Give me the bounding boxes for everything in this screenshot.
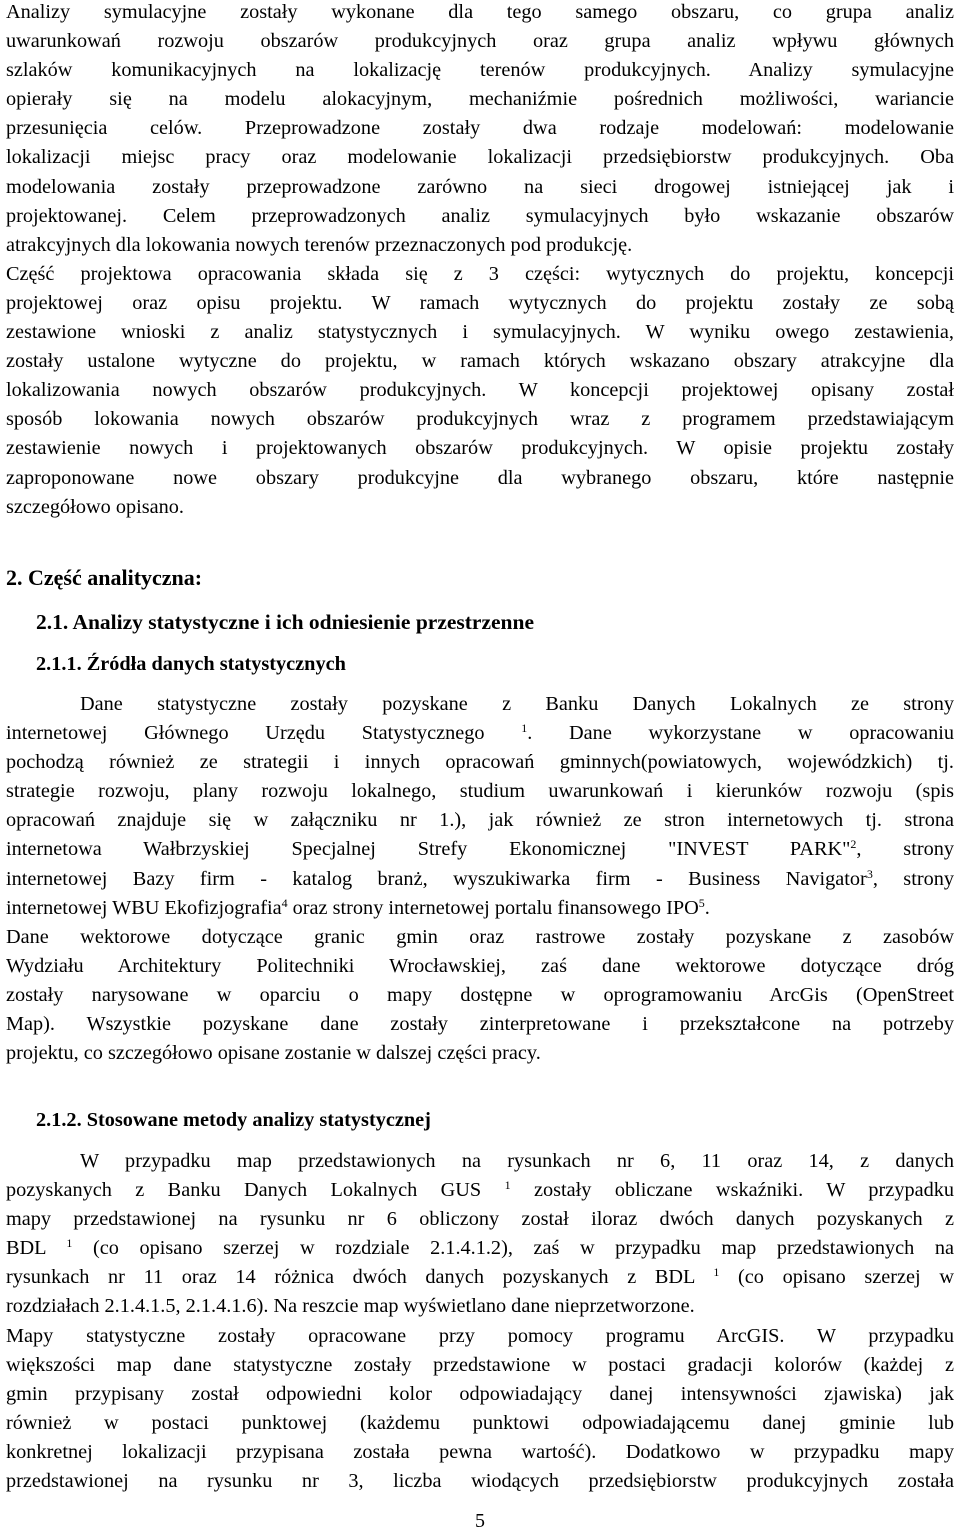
text-line: sposób lokowania nowych obszarów produkcyjnych wraz z programem przedstawiającym	[6, 408, 954, 431]
text-segment: BDL	[6, 1237, 46, 1260]
text-line: projektu, co szczegółowo opisane zostanie w dalszej części pracy.	[6, 1042, 541, 1065]
text-line: Wydziału Architektury Politechniki Wrocławskiej, zaś dane wektorowe dotyczące dróg	[6, 954, 954, 977]
page-number: 5	[475, 1510, 485, 1532]
text-line: strategie rozwoju, plany rozwoju lokalnego, studium uwarunkowań i kierunków rozwoju (spis	[6, 780, 954, 803]
text-line: projektowej oraz opisu projektu. W ramach wytycznych do projektu zostały ze sobą	[6, 291, 954, 314]
footnote-ref: 4	[281, 895, 288, 910]
text-segment: (co opisano szerzej w	[719, 1266, 954, 1289]
text-line: Dane statystyczne zostały pozyskane z Banku Danych Lokalnych ze strony	[80, 693, 954, 715]
text-line	[6, 1263, 954, 1292]
text-line	[6, 1234, 954, 1263]
text-line: mapy przedstawionej na rysunku nr 6 obliczony został iloraz dwóch danych pozyskanych z	[6, 1208, 954, 1231]
text-line: projektowanej. Celem przeprowadzonych analiz symulacyjnych było wskazanie obszarów	[6, 204, 954, 227]
text-segment: .	[704, 896, 710, 919]
heading-section-2: 2. Część analityczna:	[6, 565, 203, 590]
footnote-ref: 1	[66, 1236, 73, 1251]
footnote-ref: 2	[850, 837, 857, 852]
text-line	[6, 835, 954, 864]
text-line: gmin przypisany został odpowiedni kolor odpowiadający danej intensywności zjawiska) jak	[6, 1382, 954, 1405]
paragraph-methods	[6, 1147, 954, 1496]
text-segment: , strony	[856, 838, 955, 861]
text-line: atrakcyjnych dla lokowania nowych terenów przeznaczonych pod produkcję.	[6, 233, 633, 256]
footnote-ref: 1	[521, 721, 528, 736]
heading-section-2-1: 2.1. Analizy statystyczne i ich odniesienie przestrzenne	[36, 610, 535, 634]
text-segment: . Dane wykorzystane w opracowaniu	[527, 722, 955, 745]
text-line	[6, 719, 954, 748]
text-line: W przypadku map przedstawionych na rysunkach nr 6, 11 oraz 14, z danych	[80, 1150, 954, 1172]
heading-section-2-1-1: 2.1.1. Źródła danych statystycznych	[36, 653, 346, 675]
text-line: lokalizowania nowych obszarów produkcyjnych. W koncepcji projektowej opisany został	[6, 379, 954, 402]
text-line: przedstawionej na rysunku nr 3, liczba wiodących przedsiębiorstw produkcyjnych została	[6, 1470, 954, 1493]
text-line: również w postaci punktowej (każdemu punktowi odpowiadającemu danej gminie lub	[6, 1411, 954, 1434]
text-line	[6, 865, 954, 894]
text-line: Dane wektorowe dotyczące granic gmin oraz rastrowe zostały pozyskane z zasobów	[6, 925, 954, 948]
text-line: szlaków komunikacyjnych na lokalizację terenów produkcyjnych. Analizy symulacyjne	[6, 59, 954, 82]
footnote-ref: 5	[698, 895, 705, 910]
text-segment: (co opisano szerzej w rozdziale 2.1.4.1.2), zaś w przypadku map przedstawionych na	[72, 1237, 954, 1260]
text-segment: oraz strony internetowej portalu finansowego IPO	[287, 896, 699, 919]
text-line: zestawienie nowych i projektowanych obszarów produkcyjnych. W opisie projektu zostały	[6, 437, 954, 460]
text-line: zestawione wnioski z analiz statystycznych i symulacyjnych. W wyniku owego zestawienia,	[6, 321, 954, 344]
text-line: szczegółowo opisano.	[6, 495, 184, 518]
text-line: opracowań znajduje się w załączniku nr 1.), jak również ze stron internetowych tj. strona	[6, 809, 954, 832]
text-line	[6, 1176, 954, 1205]
text-line: Część projektowa opracowania składa się z 3 części: wytycznych do projektu, koncepcji	[6, 262, 954, 285]
text-line: uwarunkowań rozwoju obszarów produkcyjnych oraz grupa analiz wpływu głównych	[6, 30, 954, 53]
footnote-ref: 1	[713, 1265, 720, 1280]
text-line: opierały się na modelu alokacyjnym, mechaniźmie pośrednich możliwości, wariancie	[6, 88, 954, 111]
text-line: przesunięcia celów. Przeprowadzone zostały dwa rodzaje modelowań: modelowanie	[6, 117, 954, 140]
text-line	[6, 894, 954, 923]
text-segment: pozyskanych z Banku Danych Lokalnych GUS	[6, 1179, 482, 1202]
text-segment: internetowej Głównego Urzędu Statystycznego	[6, 722, 485, 745]
text-segment: internetowej Bazy firm - katalog branż, wyszukiwarka firm - Business Navigator	[6, 867, 867, 890]
paragraph-sources	[6, 690, 954, 1068]
text-line: modelowania zostały przeprowadzone zarówno na sieci drogowej istniejącej jak i	[6, 175, 954, 198]
text-line: Analizy symulacyjne zostały wykonane dla tego samego obszaru, co grupa analiz	[6, 1, 954, 23]
text-line: zostały narysowane w oparciu o mapy dostępne w oprogramowaniu ArcGis (OpenStreet	[6, 983, 954, 1006]
heading-section-2-1-2: 2.1.2. Stosowane metody analizy statystycznej	[36, 1109, 431, 1131]
text-line: rozdziałach 2.1.4.1.5, 2.1.4.1.6). Na reszcie map wyświetlano dane nieprzetworzone.	[6, 1295, 695, 1318]
text-line: zostały ustalone wytyczne do projektu, w ramach których wskazano obszary atrakcyjne dla	[6, 350, 954, 373]
text-line: Map). Wszystkie pozyskane dane zostały zinterpretowane i przekształcone na potrzeby	[6, 1013, 954, 1036]
text-line: zaproponowane nowe obszary produkcyjne dla wybranego obszaru, które następnie	[6, 466, 954, 489]
text-segment: , strony	[872, 867, 955, 890]
text-line: konkretnej lokalizacji przypisana została pewna wartość). Dodatkowo w przypadku mapy	[6, 1440, 954, 1463]
footnote-ref: 1	[504, 1178, 511, 1193]
text-line: Mapy statystyczne zostały opracowane przy pomocy programu ArcGIS. W przypadku	[6, 1324, 954, 1347]
text-line: większości map dane statystyczne zostały przedstawione w postaci gradacji kolorów (każdej z	[6, 1353, 954, 1376]
text-line: pochodzą również ze strategii i innych opracowań gminnych(powiatowych, wojewódzkich) tj.	[6, 751, 954, 774]
intro-paragraph	[6, 0, 954, 522]
footnote-ref: 3	[866, 866, 873, 881]
text-segment: zostały obliczane wskaźniki. W przypadku	[510, 1179, 955, 1202]
text-segment: rysunkach nr 11 oraz 14 różnica dwóch danych pozyskanych z BDL	[6, 1266, 695, 1289]
text-line: lokalizacji miejsc pracy oraz modelowanie lokalizacji przedsiębiorstw produkcyjnych. Oba	[6, 146, 954, 169]
text-segment: internetowa Wałbrzyskiej Specjalnej Strefy Ekonomicznej "INVEST PARK"	[6, 838, 851, 861]
text-segment: internetowej WBU Ekofizjografia	[6, 896, 282, 919]
